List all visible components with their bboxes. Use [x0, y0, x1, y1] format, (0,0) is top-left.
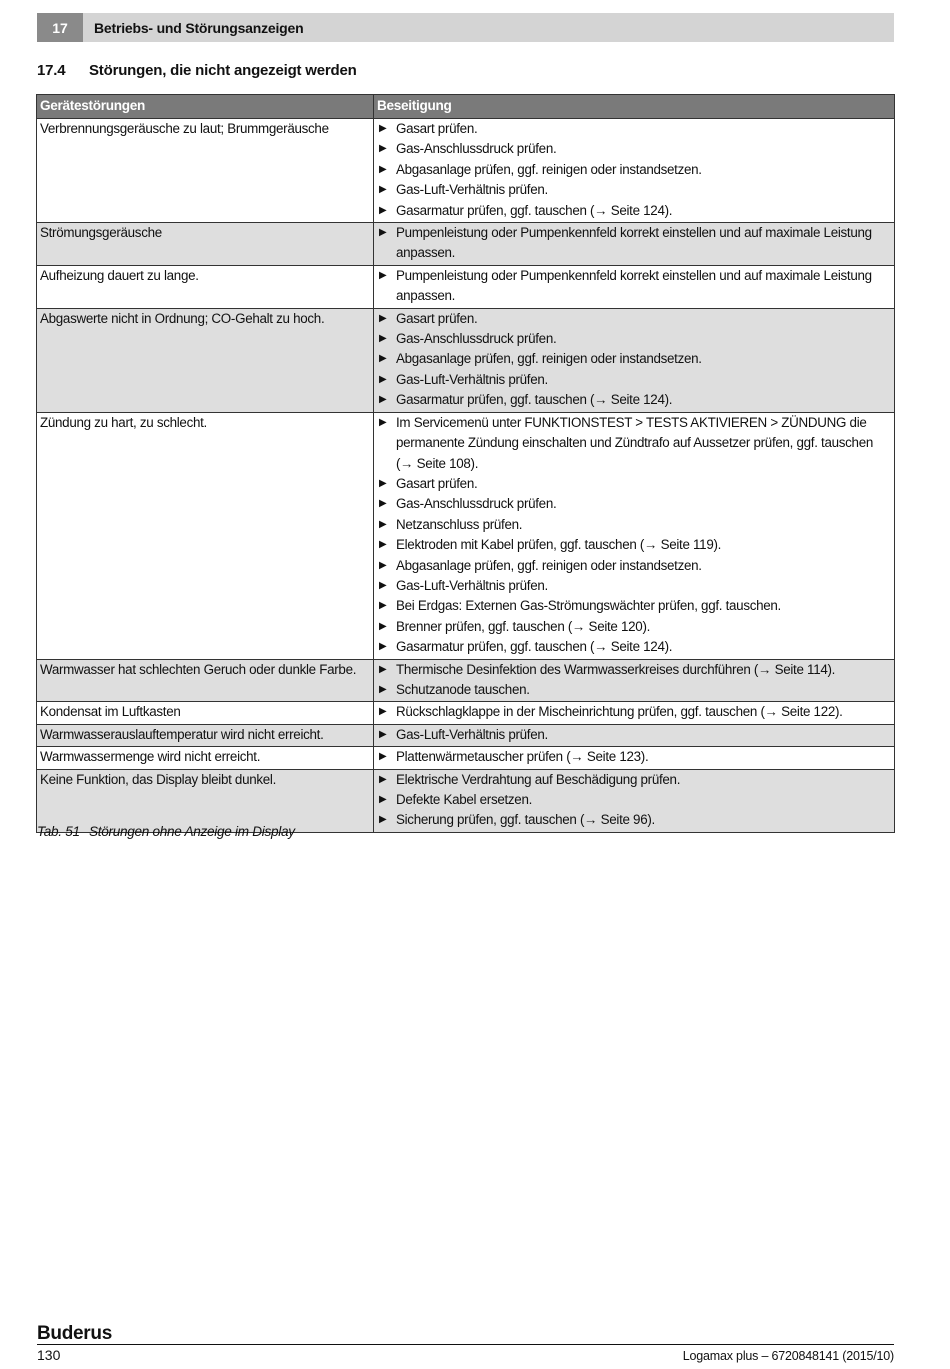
remedy-step: ▶ Abgasanlage prüfen, ggf. reinigen oder instandsetzen. [377, 160, 891, 180]
remedy-step: ▶ Gas-Luft-Verhältnis prüfen. [377, 180, 891, 200]
remedy-step: ▶ Gasart prüfen. [377, 119, 891, 139]
section-number: 17.4 [37, 62, 66, 79]
remedy-step: ▶ Rückschlagklappe in der Mischeinrichtung prüfen, ggf. tauschen (→ Seite 122). [377, 702, 891, 722]
table-caption-label: Tab. 51 [37, 824, 80, 839]
table-row [37, 659, 895, 702]
fault-description: Zündung zu hart, zu schlecht. [37, 412, 374, 659]
remedy-step: ▶ Elektroden mit Kabel prüfen, ggf. tauschen (→ Seite 119). [377, 535, 891, 555]
remedy-step: ▶ Elektrische Verdrahtung auf Beschädigung prüfen. [377, 770, 891, 790]
fault-description: Warmwasserauslauftemperatur wird nicht erreicht. [37, 724, 374, 746]
remedy-cell [374, 119, 895, 223]
remedy-step: ▶ Gasarmatur prüfen, ggf. tauschen (→ Seite 124). [377, 637, 891, 657]
table-row [37, 747, 895, 769]
remedy-list [377, 266, 891, 307]
section-title: Störungen, die nicht angezeigt werden [89, 62, 357, 79]
table-row [37, 412, 895, 659]
remedy-list [377, 725, 891, 745]
fault-description: Abgaswerte nicht in Ordnung; CO-Gehalt zu hoch. [37, 308, 374, 412]
table-header-row [37, 95, 895, 119]
remedy-step: ▶ Gasart prüfen. [377, 474, 891, 494]
fault-description: Strömungsgeräusche [37, 223, 374, 266]
remedy-step: ▶ Netzanschluss prüfen. [377, 515, 891, 535]
remedy-step: ▶ Gasart prüfen. [377, 309, 891, 329]
remedy-step: ▶ Gasarmatur prüfen, ggf. tauschen (→ Seite 124). [377, 201, 891, 221]
remedy-step: ▶ Brenner prüfen, ggf. tauschen (→ Seite 120). [377, 617, 891, 637]
remedy-step: ▶ Pumpenleistung oder Pumpenkennfeld korrekt einstellen und auf maximale Leistung anpassen. [377, 266, 891, 307]
remedy-cell [374, 702, 895, 724]
document-id: Logamax plus – 6720848141 (2015/10) [682, 1349, 894, 1363]
brand-logo: Buderus [37, 1323, 112, 1344]
remedy-step: ▶ Gas-Luft-Verhältnis prüfen. [377, 370, 891, 390]
table-row [37, 308, 895, 412]
remedy-step: ▶ Pumpenleistung oder Pumpenkennfeld korrekt einstellen und auf maximale Leistung anpassen. [377, 223, 891, 264]
remedy-cell [374, 659, 895, 702]
remedy-cell [374, 223, 895, 266]
table-caption [37, 824, 295, 839]
table-row [37, 119, 895, 223]
remedy-step: ▶ Gas-Anschlussdruck prüfen. [377, 329, 891, 349]
table-row [37, 724, 895, 746]
fault-description: Aufheizung dauert zu lange. [37, 265, 374, 308]
fault-description: Keine Funktion, das Display bleibt dunkel. [37, 769, 374, 832]
section-heading [37, 62, 357, 79]
page-number: 130 [37, 1347, 61, 1363]
remedy-cell [374, 265, 895, 308]
fault-description: Warmwassermenge wird nicht erreicht. [37, 747, 374, 769]
remedy-step: ▶ Defekte Kabel ersetzen. [377, 790, 891, 810]
column-header-remedy: Beseitigung [374, 95, 895, 119]
table-row [37, 223, 895, 266]
fault-description: Kondensat im Luftkasten [37, 702, 374, 724]
remedy-list [377, 747, 891, 767]
remedy-list [377, 770, 891, 831]
table-row [37, 265, 895, 308]
column-header-faults: Gerätestörungen [37, 95, 374, 119]
remedy-step: ▶ Gas-Anschlussdruck prüfen. [377, 139, 891, 159]
remedy-step: ▶ Gas-Luft-Verhältnis prüfen. [377, 576, 891, 596]
remedy-list [377, 309, 891, 411]
remedy-cell [374, 769, 895, 832]
remedy-step: ▶ Abgasanlage prüfen, ggf. reinigen oder instandsetzen. [377, 556, 891, 576]
remedy-step: ▶ Gas-Luft-Verhältnis prüfen. [377, 725, 891, 745]
remedy-cell [374, 308, 895, 412]
remedy-step: ▶ Plattenwärmetauscher prüfen (→ Seite 123). [377, 747, 891, 767]
remedy-step: ▶ Gasarmatur prüfen, ggf. tauschen (→ Seite 124). [377, 390, 891, 410]
remedy-step: ▶ Im Servicemenü unter FUNKTIONSTEST > TESTS AKTIVIEREN > ZÜNDUNG die permanente Zündung einschalten und Zündtrafo auf Aussetzer prüfen, ggf. tauschen (→ Seite 108). [377, 413, 891, 474]
table-row [37, 769, 895, 832]
remedy-cell [374, 412, 895, 659]
remedy-list [377, 223, 891, 264]
remedy-step: ▶ Schutzanode tauschen. [377, 680, 891, 700]
remedy-step: ▶ Bei Erdgas: Externen Gas-Strömungswächter prüfen, ggf. tauschen. [377, 596, 891, 616]
remedy-cell [374, 747, 895, 769]
remedy-step: ▶ Sicherung prüfen, ggf. tauschen (→ Seite 96). [377, 810, 891, 830]
fault-description: Verbrennungsgeräusche zu laut; Brummgeräusche [37, 119, 374, 223]
table-caption-text: Störungen ohne Anzeige im Display [89, 824, 295, 839]
table-row [37, 702, 895, 724]
chapter-title: Betriebs- und Störungsanzeigen [94, 19, 304, 36]
footer-divider [37, 1344, 894, 1345]
chapter-number: 17 [37, 13, 83, 42]
fault-description: Warmwasser hat schlechten Geruch oder dunkle Farbe. [37, 659, 374, 702]
remedy-cell [374, 724, 895, 746]
remedy-step: ▶ Abgasanlage prüfen, ggf. reinigen oder instandsetzen. [377, 349, 891, 369]
remedy-list [377, 119, 891, 221]
remedy-list [377, 413, 891, 658]
chapter-header [37, 13, 894, 42]
faults-table [36, 94, 895, 833]
remedy-list [377, 660, 891, 701]
remedy-step: ▶ Thermische Desinfektion des Warmwasserkreises durchführen (→ Seite 114). [377, 660, 891, 680]
remedy-step: ▶ Gas-Anschlussdruck prüfen. [377, 494, 891, 514]
table-body [37, 119, 895, 833]
remedy-list [377, 702, 891, 722]
